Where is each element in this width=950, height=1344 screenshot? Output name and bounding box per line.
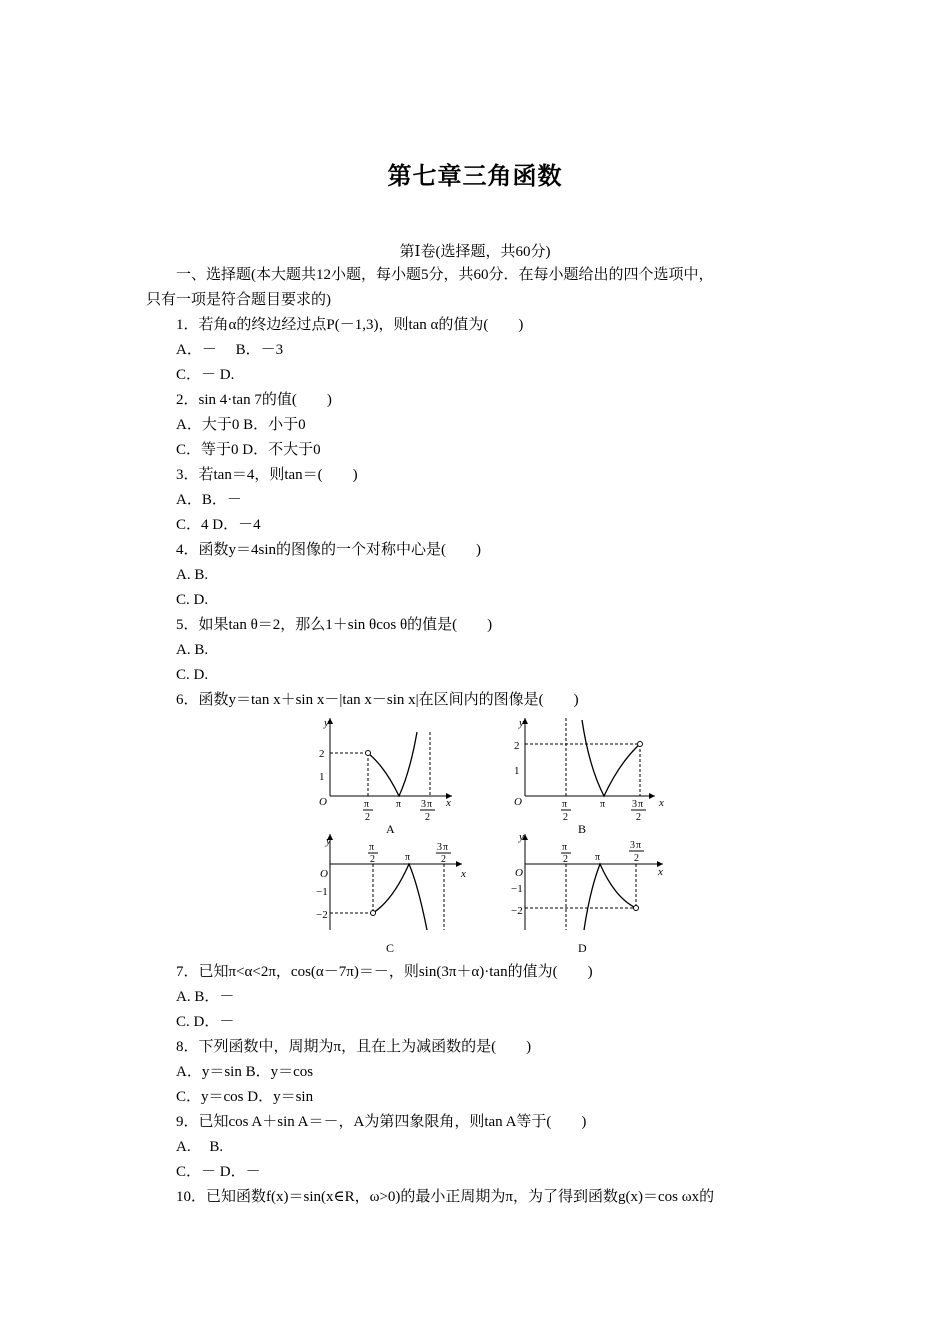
intro-line-1: 一、选择题(本大题共12小题，每小题5分，共60分．在每小题给出的四个选项中，	[176, 267, 714, 283]
svg-text:x: x	[446, 797, 451, 809]
svg-text:3: 3	[632, 799, 637, 810]
question-9: 9．已知cos A＋sin A＝－，A为第四象限角，则tan A等于( )	[176, 1114, 587, 1130]
svg-text:3: 3	[421, 799, 426, 810]
q2-options-ab: A．大于0 B．小于0	[176, 417, 306, 433]
svg-text:2: 2	[634, 853, 639, 864]
svg-text:3: 3	[630, 840, 635, 851]
q8-options-ab: A．y＝sin B．y＝cos	[176, 1064, 314, 1080]
svg-text:2: 2	[319, 748, 325, 760]
svg-text:1: 1	[514, 765, 520, 777]
svg-text:O: O	[319, 796, 327, 808]
q3-options-ab: A．B．－	[176, 492, 242, 508]
question-5: 5．如果tan θ＝2，那么1＋sin θcos θ的值是( )	[176, 617, 493, 633]
svg-text:π: π	[405, 852, 411, 863]
q7-options-cd: C. D．－	[176, 1014, 235, 1030]
q1-options-cd: C．－ D.	[176, 367, 235, 383]
svg-text:−1: −1	[316, 886, 328, 898]
svg-text:1: 1	[319, 771, 325, 783]
svg-text:2: 2	[563, 812, 568, 823]
svg-text:π: π	[396, 799, 402, 810]
svg-text:2: 2	[370, 854, 375, 865]
svg-text:x: x	[659, 797, 664, 809]
svg-text:π: π	[600, 799, 606, 810]
svg-text:y: y	[519, 717, 524, 729]
question-2: 2．sin 4·tan 7的值( )	[176, 392, 332, 408]
question-3: 3．若tan＝4，则tan＝( )	[176, 467, 358, 483]
q2-options-cd: C．等于0 D．不大于0	[176, 442, 321, 458]
graph-option-d	[505, 830, 670, 958]
q3-options-cd: C．4 D．－4	[176, 517, 261, 533]
question-7: 7．已知π<α<2π，cos(α－7π)＝－，则sin(3π＋α)·tan的值为( )	[176, 964, 593, 980]
svg-text:2: 2	[563, 854, 568, 865]
graph-label-a: A	[386, 822, 395, 836]
graph-option-c	[310, 830, 470, 958]
q4-options-ab: A. B.	[176, 567, 209, 583]
svg-text:2: 2	[425, 812, 430, 823]
svg-text:−2: −2	[511, 905, 523, 917]
svg-text:π: π	[443, 842, 449, 853]
page-title: 第七章三角函数	[387, 162, 563, 190]
svg-text:y: y	[324, 717, 329, 729]
svg-text:3: 3	[437, 842, 442, 853]
intro-line-2: 只有一项是符合题目要求的)	[146, 292, 331, 308]
svg-text:2: 2	[636, 812, 641, 823]
question-6: 6．函数y＝tan x＋sin x－|tan x－sin x|在区间内的图像是( )	[176, 692, 579, 708]
svg-text:O: O	[514, 796, 522, 808]
svg-text:2: 2	[365, 812, 370, 823]
graph-option-b	[505, 712, 665, 838]
svg-text:x: x	[461, 868, 466, 880]
svg-text:x: x	[658, 866, 663, 878]
svg-text:2: 2	[441, 854, 446, 865]
svg-text:π: π	[636, 840, 642, 851]
question-4: 4．函数y＝4sin的图像的一个对称中心是( )	[176, 542, 481, 558]
q9-options-cd: C．－ D．－	[176, 1164, 261, 1180]
svg-text:O: O	[320, 868, 328, 880]
svg-text:π: π	[364, 799, 370, 810]
svg-text:π: π	[562, 799, 568, 810]
q8-options-cd: C．y＝cos D．y＝sin	[176, 1089, 314, 1105]
section-heading: 第Ⅰ卷(选择题，共60分)	[399, 244, 551, 260]
svg-text:−2: −2	[316, 909, 328, 921]
question-8: 8．下列函数中，周期为π，且在上为减函数的是( )	[176, 1039, 532, 1055]
q5-options-cd: C. D.	[176, 667, 209, 683]
graph-label-b: B	[578, 822, 587, 836]
svg-text:π: π	[595, 852, 601, 863]
question-10: 10．已知函数f(x)＝sin(x∈R，ω>0)的最小正周期为π，为了得到函数g(x)＝cos ωx的	[176, 1189, 715, 1205]
svg-text:y: y	[519, 831, 524, 843]
graph-label-c: C	[386, 941, 395, 955]
svg-text:−1: −1	[511, 883, 523, 895]
svg-text:O: O	[515, 867, 523, 879]
q4-options-cd: C. D.	[176, 592, 209, 608]
svg-text:2: 2	[514, 740, 520, 752]
q1-options-ab: A．－ B．－3	[176, 342, 284, 358]
question-1: 1．若角α的终边经过点P(－1,3)，则tan α的值为( )	[176, 317, 524, 333]
q7-options-ab: A. B．－	[176, 989, 235, 1005]
svg-text:π: π	[427, 799, 433, 810]
q9-options-ab: A. B.	[176, 1139, 224, 1155]
svg-text:π: π	[369, 842, 375, 853]
svg-text:y: y	[326, 835, 331, 847]
graph-option-a	[310, 712, 460, 838]
graph-label-d: D	[578, 941, 587, 955]
svg-text:π: π	[638, 799, 644, 810]
svg-text:π: π	[562, 842, 568, 853]
q5-options-ab: A. B.	[176, 642, 209, 658]
